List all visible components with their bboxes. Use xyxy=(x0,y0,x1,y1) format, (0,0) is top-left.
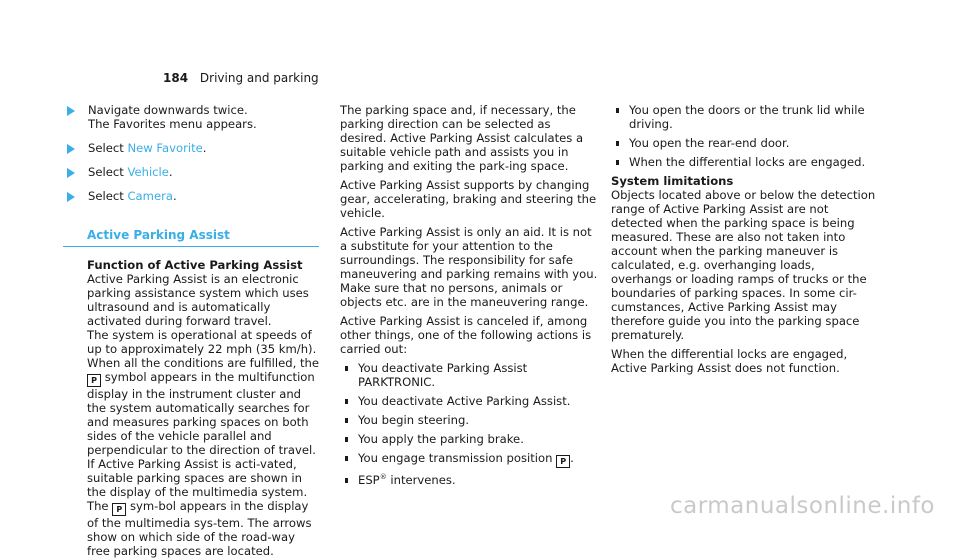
page-header xyxy=(163,71,319,85)
step-arrow-icon xyxy=(67,168,75,178)
subheading: Function of Active Parking Assist xyxy=(87,258,303,272)
list-item: You engage transmission position P . xyxy=(340,451,600,468)
step-item xyxy=(63,141,319,155)
subheading: System limitations xyxy=(611,174,734,188)
paragraph: Active Parking Assist is an electronic parking assistance system which uses ultrasound and is automatically activated during forward travel. xyxy=(87,272,309,328)
list-item-text: You apply the parking brake. xyxy=(358,432,524,446)
list-item xyxy=(340,361,600,389)
column-left xyxy=(63,103,319,558)
step-item xyxy=(63,189,319,203)
watermark: carmanualsonline.info xyxy=(669,493,935,519)
registered-mark: ® xyxy=(379,473,387,482)
list-item xyxy=(611,136,879,150)
list-item-text: ESP xyxy=(358,473,380,487)
bullet-icon xyxy=(345,366,348,371)
list-item xyxy=(611,155,879,169)
paragraph: When the differential locks are engaged, Active Parking Assist does not function. xyxy=(611,347,848,375)
list-item-text: You open the rear-end door. xyxy=(629,136,790,150)
bullet-icon xyxy=(616,141,619,146)
list-item xyxy=(340,413,600,427)
bullet-icon xyxy=(345,418,348,423)
chapter-title: Driving and parking xyxy=(199,71,319,85)
section-title: Active Parking Assist xyxy=(63,228,319,247)
page-number: 184 xyxy=(163,71,189,85)
bullet-icon xyxy=(345,478,348,483)
paragraph: Active Parking Assist is only an aid. It is not a substitute for your attention to the surroundings. The responsibility for safe maneuvering and parking remains with you. Make sure that no persons, animals or objects etc. are in the maneuvering range. xyxy=(340,225,598,309)
bullet-icon xyxy=(345,437,348,442)
list-item-text: You open the doors or the trunk lid while driving. xyxy=(629,103,865,131)
text-run: The system is operational at speeds of up to approximately 22 mph (35 km/h). When all the conditions are fulfilled, the xyxy=(87,328,319,370)
step-prefix: Select xyxy=(88,141,128,155)
list-item-text: intervenes. xyxy=(386,473,456,487)
step-suffix: . xyxy=(202,141,207,155)
list-item-text: You engage transmission position xyxy=(358,451,553,465)
list-item-text: You begin steering. xyxy=(358,413,470,427)
step-arrow-icon xyxy=(67,106,75,116)
step-result: The Favorites menu appears. xyxy=(88,117,257,131)
bullet-icon xyxy=(616,108,619,113)
step-arrow-icon xyxy=(67,192,75,202)
step-prefix: Select xyxy=(88,165,128,179)
parking-assist-symbol-icon: P xyxy=(87,374,101,387)
bullet-list xyxy=(340,361,600,487)
list-item xyxy=(340,473,600,487)
link-new-favorite[interactable]: New Favorite xyxy=(127,141,203,155)
text-run: symbol appears in the multifunction display in the instrument cluster and the system automatically searches for and measures parking spaces on both sides of the vehicle parallel and perpendicular to the direction of travel. If Active Parking Assist is acti-vated, suitable parking spaces are shown in the display of the multimedia system. The xyxy=(87,370,316,513)
link-camera[interactable]: Camera xyxy=(127,189,173,203)
list-item xyxy=(611,103,879,131)
paragraph: Objects located above or below the detection range of Active Parking Assist are not detected when the parking space is being measured. These are also not taken into account when the parking maneuver is calculated, e.g. overhanging loads, overhangs or loading ramps of trucks or the boundaries of parking spaces. In some cir-cumstances, Active Parking Assist may therefore guide you into the parking space prematurely. xyxy=(611,188,876,342)
parking-space-symbol-icon: P xyxy=(112,503,126,516)
link-vehicle[interactable]: Vehicle xyxy=(127,165,169,179)
gear-p-icon: P xyxy=(556,455,570,468)
paragraph: Active Parking Assist supports by changing gear, accelerating, braking and steering the vehicle. xyxy=(340,178,597,220)
step-prefix: Select xyxy=(88,189,128,203)
section-body xyxy=(63,258,319,558)
paragraph xyxy=(87,328,319,558)
list-item-text: You deactivate Parking Assist PARKTRONIC. xyxy=(358,361,528,389)
list-item-text: You deactivate Active Parking Assist. xyxy=(358,394,571,408)
list-item xyxy=(340,394,600,408)
column-right xyxy=(611,103,879,380)
bullet-icon xyxy=(345,399,348,404)
bullet-icon xyxy=(616,160,619,165)
step-suffix: . xyxy=(168,165,173,179)
paragraph: The parking space and, if necessary, the parking direction can be selected as desired. Active Parking Assist calculates a suitable vehicle path and assists you in parking and exiting the park-ing space. xyxy=(340,103,584,173)
step-item xyxy=(63,165,319,179)
paragraph: Active Parking Assist is canceled if, among other things, one of the following actions is carried out: xyxy=(340,314,592,356)
bullet-list xyxy=(611,103,879,169)
list-item-text: When the differential locks are engaged. xyxy=(629,155,866,169)
bullet-icon xyxy=(345,456,348,461)
step-arrow-icon xyxy=(67,144,75,154)
column-middle xyxy=(340,103,600,492)
step-item xyxy=(63,103,319,131)
list-item xyxy=(340,432,600,446)
step-suffix: . xyxy=(172,189,177,203)
step-text: Navigate downwards twice. xyxy=(88,103,248,117)
text-run: sym-bol appears in the display of the multimedia sys-tem. The arrows show on which side of the road-way free parking spaces are located. xyxy=(87,499,312,558)
